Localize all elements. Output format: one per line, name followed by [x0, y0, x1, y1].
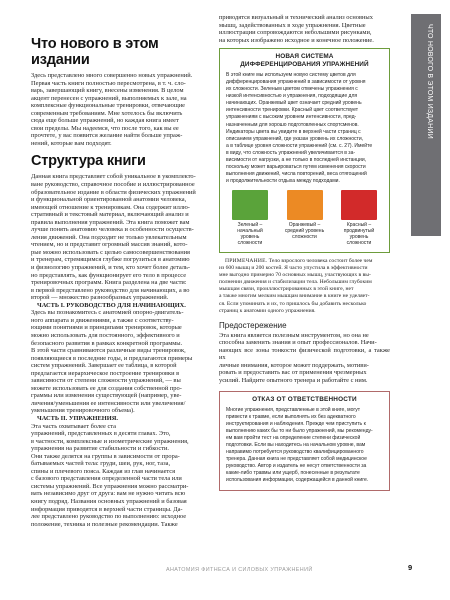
disclaimer-text: Многие упражнения, представленные в этой книге, могут привести к травме, если выполнять их без адекватного инструктирования и наблюдения. Прежде чем приступить к выполнению каких бы то ни было упражнений, мы рекоменду- ем вам пройти тест на определение степени физической подготовки. Если вы находитесь на начальном уровне, вам направимо потребуется руководство квалифицированного тренера. Данная книга не представляет собой медицинское руководство. Автор и издатель не несут ответственности за какие-либо травмы или ущерб, понесенные в результате использования информации, содержащейся в данной книге.	[226, 406, 373, 483]
difficulty-box-title: НОВАЯ СИСТЕМА ДИФФЕРЕНЦИРОВАНИЯ УПРАЖНЕНИЙ	[240, 53, 369, 69]
orange-level-swatch	[287, 190, 323, 220]
page-number: 9	[408, 563, 413, 572]
heading-whats-new: Что нового в этом издании	[31, 36, 159, 68]
disclaimer-box	[219, 391, 390, 492]
caution-paragraph: Эта книга является полезным инструментом, но она не способна заменить знания и опыт профессионалов. Начи- нающих все зоны тонкости физической подготовки, а также их личные внимания, которое может поддержать, мотиви- ровать и предоставить вас от применения чрезмерных усилий. Найдите опытного тренера и работайте с ним.	[219, 331, 390, 384]
part2-title: ЧАСТЬ II. УПРАЖНЕНИЯ.	[37, 414, 118, 422]
side-tab-label: ЧТО НОВОГО В ЭТОМ ИЗДАНИИ	[426, 24, 433, 139]
disclaimer-title: ОТКАЗ ОТ ОТВЕТСТВЕННОСТИ	[252, 395, 357, 403]
paragraph-top-right: приводятся визуальный и технический анализ основных мышц, задействованных в ходе упражнения. Цветные иллюстрации сопровождаются небольшими рисунками, на которых изображено исходное и конечное положение.	[219, 14, 374, 44]
left-column	[31, 36, 208, 528]
note-label: ПРИМЕЧАНИЕ.	[225, 257, 268, 264]
green-level-swatch	[232, 190, 268, 220]
paragraph-whats-new: Здесь представлено много совершенно новых упражнений. Первая часть книги полностью пересмотрена, в т. ч. сло- варь, завершающий книгу, внесены изменения. В целом акцент перенесен с упражнений, выполняемых к залe, на комплексные функциональные тренировки, отвечающие современным требованиям. Мне хотелось бы включить сюда еще больше упражнений, но каждая книга имеет свои пределы. Мы надеемся, что после того, как вы ее прочтете, у вас появится желание найти больше упраж- нений, которые вам подходят.	[31, 72, 193, 147]
level-beginner-label: Зеленый – начальный уровень сложности	[237, 221, 263, 246]
heading-structure: Структура книги	[31, 153, 146, 170]
running-footer: АНАТОМИЯ ФИТНЕСА И СИЛОВЫХ УПРАЖНЕНИЙ	[166, 567, 313, 573]
paragraph-part2: Эта часть охватывает более ста упражнений, представленных в десяти главах. Это, в частности, комплексные и изометрические упражнения, упражнения на развитие стабильности и гибкости. Они также делятся на группы в зависимости от прора- батываемых частей тела: груди, шеи, рук, ног, таза, спины и плечевого пояса. Каждая из глав начинается с базового представления определенной части тела или системы упражнений. Все упражнения можно рассматри- вать независимо друг от друга: вам не нужно читать всю книгу подряд. Названия основных упражнений и базовая информация приводятся в верхней части страницы. Да- лее представлено руководство по выполнению: исходное положение, техника и полезные рекомендации. Также	[31, 422, 189, 528]
level-advanced	[337, 190, 381, 246]
red-level-swatch	[341, 190, 377, 220]
level-intermediate	[283, 190, 327, 246]
chapter-side-tab	[411, 14, 441, 236]
part1-title: ЧАСТЬ I. РУКОВОДСТВО ДЛЯ НАЧИНАЮЩИХ.	[37, 301, 186, 309]
level-advanced-label: Красный – продвинутый уровень сложности	[343, 221, 375, 246]
difficulty-system-box	[219, 48, 390, 253]
level-intermediate-label: Оранжевый – средний уровень сложности	[284, 221, 325, 240]
note-paragraph	[219, 258, 390, 315]
difficulty-levels	[228, 190, 381, 246]
note-text: Тело взрослого человека состоит более чем из 600 мышц и 200 костей. Я часто упустила в эффективности мне выгодно примерно 70 основных мышц, участвующих в вы- полнении движения и стабилизации тела. Небольшим глубоким мышцам связи, проиллюстрированных в этой книге, нет а также многим мелким мышцам внимание в книге не уделяет- ся. Если упоминать и их, то пришлось бы добавить несколько страниц к анатомии одного упражнения.	[219, 257, 373, 314]
paragraph-structure: Данная книга представляет собой уникальное в укомплекто- ване руководство, справочное пособие и иллюстрированное образовательное издание в области физических упражнений и функциональной ориентированной анатомии человека, имеющей отношение к тренировкам. Она содержит иллю- стративный и текстовый материал, включающий анализ и правила выполнения упражнений. Эта книга поможет вам лучше понять анатомию человека и особенности осуществ- ления движений. Она подходит не только увлекательным чтением, но и представит огромный массив знаний, кото- рые можно использовать с целью самосовершенствования и тренерам, стремящимся глубже погрузиться в анатомию и физиологию упражнений, и тем, кто хочет более деталь- но представлять, как функционирует его тело в процессе тренировочных программ. Книга разделена на две части: в первой представлено руководство для начинающих, а во второй — множество разнообразных упражнений.	[31, 173, 196, 302]
paragraph-part1: Здесь вы познакомитесь с анатомией опорно-двигатель- ного аппарата и движениями, а также с соответству- ющими понятиями и принципами тренировок, которые можно использовать для постоянного, эффективного и безопасного развития в рамках конкретной программы. В этой части сравниваются различные виды тренировок, появляющиеся в последние годы, и предлагаются примеры систем упражнений. Завершает ее таблица, в которой предлагается иерархическое построение тренировки в зависимости от степени сложности упражнений, — вы можете использовать ее для создания собственной про- граммы или изменения существующей (например, уве- личения/уменьшения ее интенсивности или увеличения/ уменьшения тренировочного объема).	[31, 309, 193, 415]
level-beginner	[228, 190, 272, 246]
caution-heading: Предостережение	[219, 320, 287, 330]
right-column	[219, 14, 390, 491]
difficulty-box-text: В этой книге мы используем новую систему цветов для дифференцирования упражнений в зависимости от уровня их сложности. Зеленым цветом отмечены упражнения с низкой интенсивностью и упражнения, подходящие для начинающих. Оранжевый цвет означает средний уровень интенсивности тренировки. Красный цвет соответствует упражнениям с высоким уровнем интенсивности, пред- назначенным для хорошо подготовленных спортсменов. Индикаторы цвета вы увидите в верхней части страниц с описанием упражнений, где указан уровень их сложности, а в таблице уровня сложности упражнений (см. с. 27). Имейте в виду, что сложность упражнений увеличивается в за- висимости от нагрузки, а не только в последней инстанции, поскольку может варьироваться путем изменения скорости выполнения движений, числа повторений, веса отягощений и продолжительности отдыха между подходами.	[226, 72, 373, 184]
